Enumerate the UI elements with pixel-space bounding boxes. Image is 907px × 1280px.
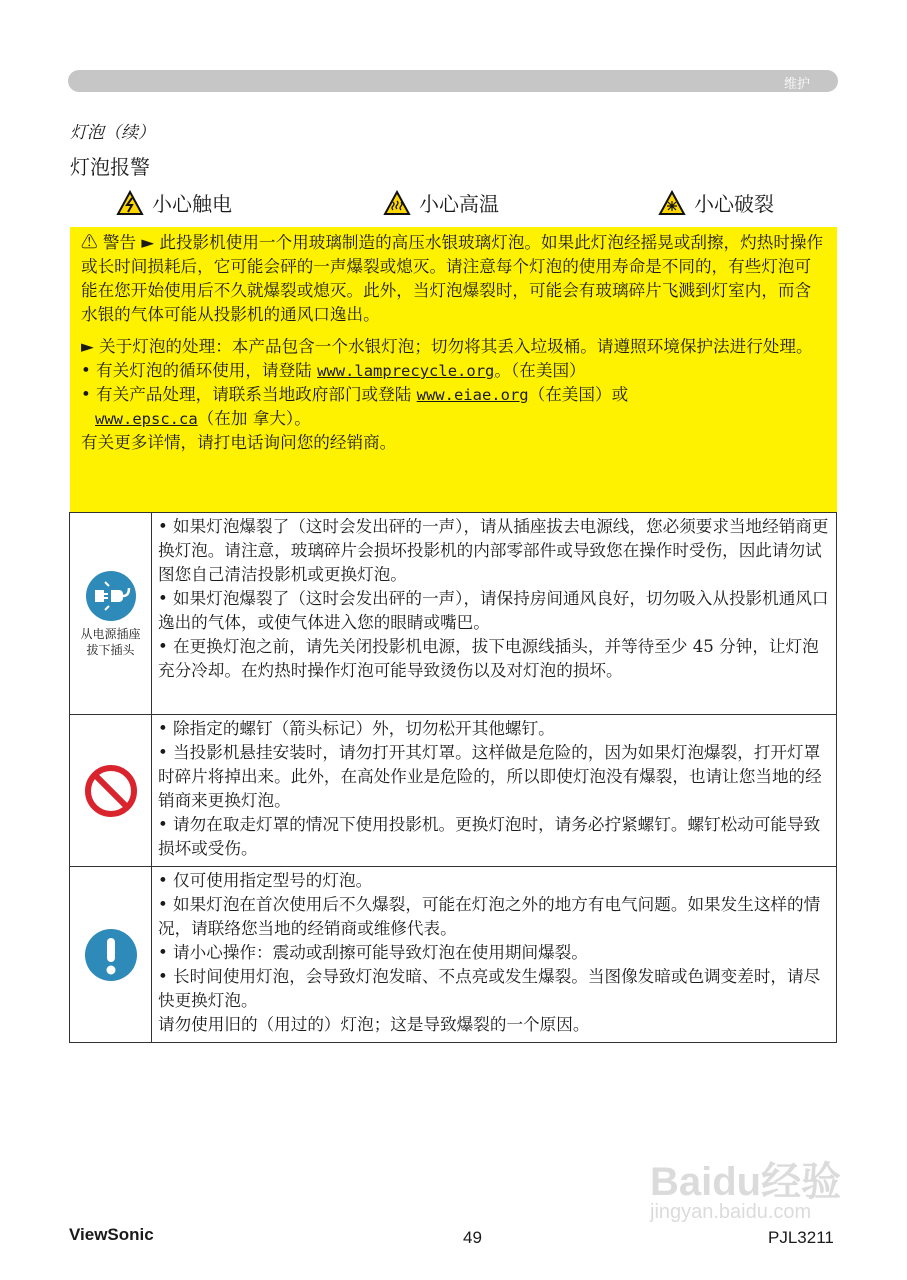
footer-brand: ViewSonic (69, 1225, 154, 1244)
list-item: • 当投影机悬挂安装时，请勿打开其灯罩。这样做是危险的，因为如果灯泡爆裂，打开灯罩时碎片将掉出来。此外，在高处作业是危险的，所以即使灯泡没有爆裂，也请让您当地的经销商来更换灯泡。 (158, 743, 822, 810)
symbol-breakage (658, 188, 774, 217)
table-row (70, 866, 836, 1042)
icon-cell (70, 513, 152, 714)
disposal-bullet: • 有关产品处理，请联系当地政府部门或登陆 www.eiae.org（在美国）或 www.epsc.ca（在加 拿大）。 (81, 385, 629, 428)
header-bar (68, 70, 838, 92)
warning-box (70, 227, 837, 512)
list-item: 请勿使用旧的（用过的）灯泡；这是导致爆裂的一个原因。 (158, 1015, 590, 1034)
symbol-label: 小心破裂 (694, 192, 774, 216)
list-item: • 请小心操作：震动或刮擦可能导致灯泡在使用期间爆裂。 (158, 943, 588, 962)
unplug-icon (85, 570, 137, 622)
text-cell (152, 715, 836, 866)
watermark-url: jingyan.baidu.com (650, 1201, 812, 1223)
list-item: • 如果灯泡爆裂了（这时会发出砰的一声），请从插座拔去电源线，您必须要求当地经销商更换灯泡。请注意，玻璃碎片会损坏投影机的内部零部件或导致您在操作时受伤，因此请勿试图您自己清洁投影机或更换灯泡。 (158, 517, 829, 584)
text-cell (152, 867, 836, 1042)
list-item: • 在更换灯泡之前，请先关闭投影机电源，拔下电源线插头，并等待至少 45 分钟，让灯泡充分冷却。在灼热时操作灯泡可能导致烫伤以及对灯泡的损坏。 (158, 637, 819, 680)
page-number: 49 (463, 1228, 482, 1247)
symbol-electric-shock (116, 188, 232, 217)
symbol-hot-surface (383, 188, 499, 217)
breakage-warning-icon (658, 190, 686, 216)
continued-title: 灯泡（续） (70, 123, 155, 143)
icon-cell (70, 867, 152, 1042)
list-item: • 除指定的螺钉（箭头标记）外，切勿松开其他螺钉。 (158, 719, 555, 738)
exclamation-icon (84, 928, 138, 982)
table-row (70, 512, 836, 714)
hot-surface-warning-icon (383, 190, 411, 216)
watermark-logo: Baidu经验 (650, 1160, 842, 1204)
epsc-link[interactable]: www.epsc.ca (95, 410, 198, 428)
safety-table (69, 512, 837, 1043)
table-row (70, 714, 836, 866)
prohibited-icon (84, 764, 138, 818)
model-number: PJL3211 (768, 1228, 834, 1247)
list-item: • 如果灯泡在首次使用后不久爆裂，可能在灯泡之外的地方有电气问题。如果发生这样的情况，请联络您当地的经销商或维修代表。 (158, 895, 821, 938)
more-info-paragraph: 有关更多详情，请打电话询问您的经销商。 (81, 433, 397, 452)
lamprecycle-link[interactable]: www.lamprecycle.org (317, 362, 495, 380)
symbol-label: 小心高温 (419, 192, 499, 216)
list-item: • 如果灯泡爆裂了（这时会发出砰的一声），请保持房间通风良好，切勿吸入从投影机通风口逸出的气体，或使气体进入您的眼睛或嘴巴。 (158, 589, 829, 632)
recycle-bullet: • 有关灯泡的循环使用，请登陆 www.lamprecycle.org。（在美国） (81, 361, 586, 380)
watermark (650, 1150, 841, 1224)
list-item: • 请勿在取走灯罩的情况下使用投影机。更换灯泡时，请务必拧紧螺钉。螺钉松动可能导致损坏或受伤。 (158, 815, 821, 858)
eiae-link[interactable]: www.eiae.org (416, 386, 529, 404)
text-cell (152, 513, 836, 714)
electric-shock-warning-icon (116, 190, 144, 216)
list-item: • 仅可使用指定型号的灯泡。 (158, 871, 373, 890)
symbol-label: 小心触电 (152, 192, 232, 216)
icon-caption: 从电源插座 拔下插头 (80, 626, 141, 657)
warning-paragraph: ⚠ 警告 ► 此投影机使用一个用玻璃制造的高压水银玻璃灯泡。如果此灯泡经摇晃或刮擦，灼热时操作或长时间损耗后，它可能会砰的一声爆裂或熄灭。请注意每个灯泡的使用寿命是不同的，有些灯泡可能在您开始使用后不久就爆裂或熄灭。此外，当灯泡爆裂时，可能会有玻璃碎片飞溅到灯室内，而含水银的气体可能从投影机的通风口逸出。 (81, 233, 824, 324)
section-label: 维护 (783, 77, 810, 92)
icon-cell (70, 715, 152, 866)
disposal-paragraph: ► 关于灯泡的处理：本产品包含一个水银灯泡；切勿将其丢入垃圾桶。请遵照环境保护法进行处理。 (81, 337, 813, 356)
list-item: • 长时间使用灯泡，会导致灯泡发暗、不点亮或发生爆裂。当图像发暗或色调变差时，请尽快更换灯泡。 (158, 967, 821, 1010)
page-title: 灯泡报警 (70, 155, 150, 179)
